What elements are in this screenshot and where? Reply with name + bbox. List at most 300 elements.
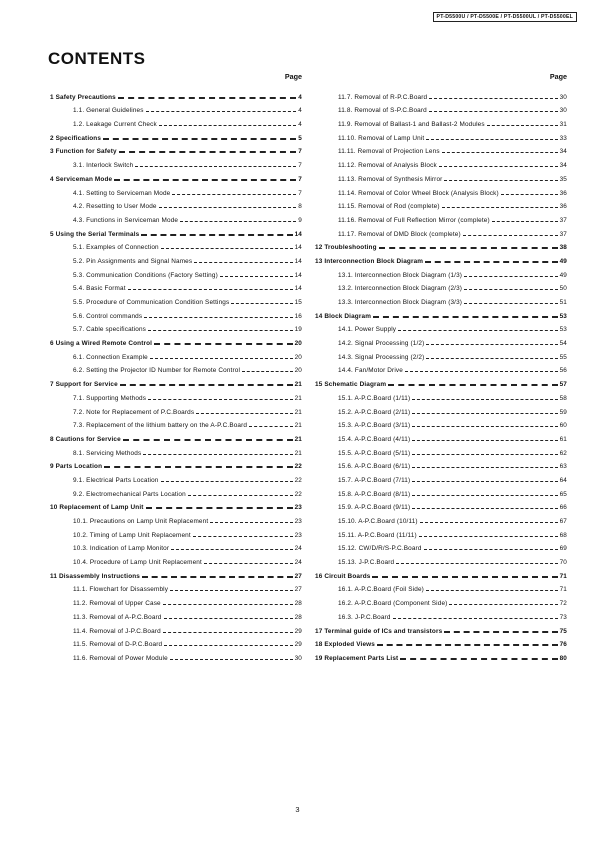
dot-leader	[442, 152, 558, 153]
toc-entry-label: 15.11. A-P.C.Board (11/11)	[338, 531, 417, 539]
toc-entry-label: 19 Replacement Parts List	[315, 654, 399, 662]
toc-section-entry	[315, 238, 567, 252]
toc-entry-page: 71	[559, 572, 567, 580]
toc-subsection-entry	[50, 210, 302, 224]
toc-entry-label: 7.3. Replacement of the lithium battery on the A-P.C.Board	[73, 422, 248, 430]
dot-leader	[412, 454, 557, 455]
dot-leader	[429, 111, 558, 112]
dot-leader	[426, 590, 558, 591]
dot-leader	[412, 399, 557, 400]
toc-entry-label: 5.7. Cable specifications	[73, 326, 147, 334]
dot-leader	[439, 166, 558, 167]
toc-subsection-entry	[50, 306, 302, 320]
toc-subsection-entry	[315, 279, 567, 293]
dot-leader	[379, 247, 558, 249]
toc-entry-label: 13.1. Interconnection Block Diagram (1/3)	[338, 271, 463, 279]
dot-leader	[419, 536, 558, 537]
toc-subsection-entry	[315, 224, 567, 238]
toc-subsection-entry	[315, 361, 567, 375]
dot-leader	[143, 454, 292, 455]
toc-entry-page: 49	[559, 257, 567, 265]
dot-leader	[146, 507, 293, 509]
toc-entry-label: 7 Support for Service	[50, 381, 118, 389]
toc-subsection-entry	[50, 402, 302, 416]
toc-entry-label: 15.2. A-P.C.Board (2/11)	[338, 408, 411, 416]
toc-subsection-entry	[315, 593, 567, 607]
dot-leader	[114, 179, 296, 181]
toc-entry-page: 75	[559, 627, 567, 635]
toc-entry-label: 6.1. Connection Example	[73, 353, 148, 361]
toc-entry-label: 13.3. Interconnection Block Diagram (3/3)	[338, 299, 463, 306]
toc-entry-page: 36	[559, 203, 567, 211]
toc-entry-page: 21	[294, 422, 302, 430]
toc-entry-label: 13 Interconnection Block Diagram	[315, 257, 424, 265]
toc-entry-page: 21	[294, 449, 302, 457]
toc-section-entry	[315, 251, 567, 265]
toc-subsection-entry	[50, 292, 302, 306]
toc-entry-label: 3.1. Interlock Switch	[73, 162, 134, 170]
toc-subsection-entry	[315, 539, 567, 553]
toc-subsection-entry	[315, 333, 567, 347]
toc-subsection-entry	[50, 361, 302, 375]
toc-subsection-entry	[315, 320, 567, 334]
toc-entry-label: 4.3. Functions in Serviceman Mode	[73, 216, 179, 224]
toc-entry-page: 31	[559, 121, 567, 129]
toc-entry-page: 15	[294, 299, 302, 306]
toc-section-entry	[315, 635, 567, 649]
toc-entry-page: 21	[294, 435, 302, 443]
toc-entry-page: 7	[298, 148, 302, 156]
dot-leader	[400, 658, 557, 660]
toc-entry-label: 15.1. A-P.C.Board (1/11)	[338, 394, 411, 402]
dot-leader	[164, 645, 292, 646]
toc-subsection-entry	[315, 457, 567, 471]
toc-entry-page: 8	[298, 203, 302, 211]
toc-entry-label: 11.17. Removal of DMD Block (complete)	[338, 230, 461, 238]
dot-leader	[172, 194, 296, 195]
dot-leader	[405, 371, 558, 372]
dot-leader	[242, 371, 293, 372]
toc-section-entry	[315, 648, 567, 662]
toc-entry-page: 36	[559, 189, 567, 197]
toc-entry-page: 63	[559, 463, 567, 471]
toc-subsection-entry	[50, 183, 302, 197]
toc-entry-label: 15 Schematic Diagram	[315, 381, 387, 389]
toc-list	[50, 87, 302, 662]
dot-leader	[142, 576, 293, 578]
toc-entry-label: 7.1. Supporting Methods	[73, 394, 147, 402]
dot-leader	[170, 590, 292, 591]
toc-entry-page: 22	[294, 476, 302, 484]
toc-entry-label: 11.4. Removal of J-P.C.Board	[73, 627, 161, 635]
toc-section-entry	[50, 224, 302, 238]
toc-entry-label: 15.13. J-P.C.Board	[338, 559, 395, 567]
toc-entry-label: 15.4. A-P.C.Board (4/11)	[338, 435, 411, 443]
toc-entry-label: 11.11. Removal of Projection Lens	[338, 148, 440, 156]
toc-section-entry	[315, 374, 567, 388]
toc-entry-page: 23	[294, 518, 302, 525]
toc-entry-label: 11.7. Removal of R-P.C.Board	[338, 93, 428, 101]
dot-leader	[388, 384, 557, 386]
toc-entry-label: 14.3. Signal Processing (2/2)	[338, 353, 425, 361]
toc-subsection-entry	[50, 648, 302, 662]
toc-entry-page: 56	[559, 367, 567, 375]
dot-leader	[196, 413, 292, 414]
dot-leader	[426, 358, 557, 359]
toc-entry-page: 57	[559, 381, 567, 389]
toc-entry-label: 14 Block Diagram	[315, 312, 372, 320]
dot-leader	[188, 495, 293, 496]
toc-entry-label: 16.1. A-P.C.Board (Foil Side)	[338, 586, 424, 594]
toc-subsection-entry	[315, 210, 567, 224]
toc-entry-page: 62	[559, 449, 567, 457]
toc-subsection-entry	[50, 347, 302, 361]
dot-leader	[425, 261, 557, 263]
toc-subsection-entry	[315, 128, 567, 142]
page-column-header: Page	[284, 72, 302, 81]
toc-entry-page: 24	[294, 559, 302, 567]
dot-leader	[164, 618, 293, 619]
toc-entry-label: 11.9. Removal of Ballast-1 and Ballast-2 Modules	[338, 121, 485, 129]
toc-entry-page: 37	[559, 230, 567, 238]
toc-entry-page: 20	[294, 353, 302, 361]
dot-leader	[141, 234, 292, 236]
toc-section-entry	[315, 621, 567, 635]
toc-entry-page: 33	[559, 134, 567, 142]
toc-entry-label: 15.7. A-P.C.Board (7/11)	[338, 476, 411, 484]
toc-subsection-entry	[50, 539, 302, 553]
toc-entry-page: 64	[559, 476, 567, 484]
dot-leader	[148, 330, 293, 331]
dot-leader	[194, 262, 292, 263]
toc-entry-label: 15.3. A-P.C.Board (3/11)	[338, 422, 411, 430]
toc-entry-label: 11.16. Removal of Full Reflection Mirror (complete)	[338, 216, 490, 224]
toc-entry-page: 35	[559, 175, 567, 183]
toc-entry-page: 55	[559, 353, 567, 361]
toc-entry-label: 11.12. Removal of Analysis Block	[338, 162, 437, 170]
toc-entry-page: 30	[559, 93, 567, 101]
toc-entry-page: 21	[294, 381, 302, 389]
toc-entry-page: 24	[294, 545, 302, 553]
toc-subsection-entry	[315, 183, 567, 197]
dot-leader	[396, 563, 557, 564]
toc-subsection-entry	[315, 498, 567, 512]
dot-leader	[119, 151, 297, 153]
toc-entry-label: 4.2. Resetting to User Mode	[73, 203, 157, 211]
dot-leader	[424, 549, 558, 550]
toc-subsection-entry	[50, 101, 302, 115]
dot-leader	[426, 344, 557, 345]
toc-entry-page: 34	[559, 148, 567, 156]
toc-subsection-entry	[50, 197, 302, 211]
toc-entry-page: 5	[298, 134, 302, 142]
dot-leader	[163, 632, 293, 633]
toc-entry-page: 54	[559, 340, 567, 348]
toc-entry-label: 10 Replacement of Lamp Unit	[50, 504, 144, 512]
toc-subsection-entry	[315, 443, 567, 457]
dot-leader	[426, 139, 557, 140]
dot-leader	[442, 207, 558, 208]
toc-entry-label: 8 Cautions for Service	[50, 435, 121, 443]
toc-entry-label: 9.2. Electromechanical Parts Location	[73, 490, 186, 498]
toc-section-entry	[50, 87, 302, 101]
dot-leader	[412, 440, 557, 441]
toc-entry-label: 10.1. Precautions on Lamp Unit Replacement	[73, 518, 209, 525]
dot-leader	[148, 399, 292, 400]
toc-subsection-entry	[50, 511, 302, 525]
toc-entry-page: 22	[294, 463, 302, 471]
toc-subsection-entry	[315, 388, 567, 402]
toc-subsection-entry	[315, 155, 567, 169]
dot-leader	[249, 426, 292, 427]
toc-entry-page: 14	[294, 244, 302, 252]
toc-subsection-entry	[315, 87, 567, 101]
toc-entry-label: 15.5. A-P.C.Board (5/11)	[338, 449, 411, 457]
toc-entry-label: 15.6. A-P.C.Board (6/11)	[338, 463, 411, 471]
toc-entry-label: 1.2. Leakage Current Check	[73, 121, 157, 129]
toc-entry-label: 11.15. Removal of Rod (complete)	[338, 203, 440, 211]
dot-leader	[449, 604, 557, 605]
toc-section-entry	[50, 498, 302, 512]
toc-entry-label: 10.4. Procedure of Lamp Unit Replacement	[73, 559, 202, 567]
toc-entry-page: 9	[298, 216, 302, 224]
dot-leader	[444, 180, 557, 181]
toc-subsection-entry	[50, 155, 302, 169]
toc-entry-page: 67	[559, 518, 567, 525]
toc-entry-page: 14	[294, 230, 302, 238]
toc-entry-page: 14	[294, 271, 302, 279]
toc-entry-label: 9 Parts Location	[50, 463, 103, 471]
toc-entry-page: 20	[294, 367, 302, 375]
toc-entry-page: 14	[294, 285, 302, 293]
toc-entry-label: 17 Terminal guide of ICs and transistors	[315, 627, 443, 635]
toc-entry-page: 28	[294, 613, 302, 621]
dot-leader	[412, 426, 557, 427]
toc-entry-label: 5.5. Procedure of Communication Condition Settings	[73, 299, 230, 306]
toc-entry-page: 61	[559, 435, 567, 443]
toc-entry-page: 27	[294, 572, 302, 580]
dot-leader	[464, 289, 557, 290]
dot-leader	[159, 125, 296, 126]
toc-entry-page: 23	[294, 504, 302, 512]
dot-leader	[412, 495, 557, 496]
toc-subsection-entry	[50, 238, 302, 252]
toc-subsection-entry	[315, 470, 567, 484]
dot-leader	[128, 289, 293, 290]
toc-entry-label: 10.2. Timing of Lamp Unit Replacement	[73, 531, 191, 539]
dot-leader	[104, 466, 292, 468]
toc-entry-label: 7.2. Note for Replacement of P.C.Boards	[73, 408, 195, 416]
toc-subsection-entry	[50, 470, 302, 484]
dot-leader	[463, 235, 558, 236]
toc-entry-label: 10.3. Indication of Lamp Monitor	[73, 545, 170, 553]
toc-entry-page: 69	[559, 545, 567, 553]
toc-entry-label: 11.8. Removal of S-P.C.Board	[338, 107, 427, 115]
dot-leader	[377, 644, 558, 646]
toc-entry-label: 11.10. Removal of Lamp Unit	[338, 134, 425, 142]
toc-entry-label: 11 Disassembly Instructions	[50, 572, 141, 580]
toc-entry-page: 70	[559, 559, 567, 567]
toc-entry-page: 50	[559, 285, 567, 293]
toc-entry-page: 66	[559, 504, 567, 512]
toc-section-entry	[50, 374, 302, 388]
toc-entry-page: 22	[294, 490, 302, 498]
toc-subsection-entry	[50, 443, 302, 457]
toc-subsection-entry	[315, 142, 567, 156]
dot-leader	[161, 481, 293, 482]
toc-entry-page: 29	[294, 627, 302, 635]
toc-entry-label: 6 Using a Wired Remote Control	[50, 340, 153, 348]
dot-leader	[135, 166, 296, 167]
toc-entry-label: 3 Function for Safety	[50, 148, 117, 156]
dot-leader	[193, 536, 293, 537]
toc-entry-page: 16	[294, 312, 302, 320]
toc-entry-page: 30	[559, 107, 567, 115]
dot-leader	[412, 467, 557, 468]
toc-entry-page: 23	[294, 531, 302, 539]
toc-section-entry	[50, 429, 302, 443]
dot-leader	[146, 111, 297, 112]
toc-column-right	[315, 72, 567, 662]
toc-entry-label: 11.2. Removal of Upper Case	[73, 600, 161, 608]
dot-leader	[163, 604, 293, 605]
toc-entry-page: 14	[294, 257, 302, 265]
toc-entry-label: 18 Exploded Views	[315, 641, 375, 649]
toc-entry-label: 5.1. Examples of Connection	[73, 244, 159, 252]
toc-entry-page: 27	[294, 586, 302, 594]
toc-entry-label: 5 Using the Serial Terminals	[50, 230, 140, 238]
toc-entry-label: 4 Serviceman Mode	[50, 175, 113, 183]
toc-entry-label: 16.3. J-P.C.Board	[338, 613, 391, 621]
toc-subsection-entry	[315, 402, 567, 416]
toc-entry-label: 2 Specifications	[50, 134, 102, 142]
dot-leader	[231, 303, 292, 304]
dot-leader	[464, 276, 557, 277]
toc-entry-label: 15.10. A-P.C.Board (10/11)	[338, 518, 418, 525]
toc-section-entry	[50, 128, 302, 142]
toc-section-entry	[50, 169, 302, 183]
toc-subsection-entry	[50, 484, 302, 498]
toc-subsection-entry	[50, 607, 302, 621]
toc-entry-page: 30	[294, 654, 302, 662]
toc-entry-label: 6.2. Setting the Projector ID Number for Remote Control	[73, 367, 241, 375]
toc-entry-label: 11.3. Removal of A-P.C.Board	[73, 613, 162, 621]
toc-entry-page: 68	[559, 531, 567, 539]
toc-column-left	[50, 72, 302, 662]
toc-entry-page: 51	[559, 299, 567, 306]
toc-section-entry	[315, 566, 567, 580]
dot-leader	[444, 631, 557, 633]
toc-section-entry	[315, 306, 567, 320]
toc-entry-label: 13.2. Interconnection Block Diagram (2/3)	[338, 285, 463, 293]
toc-subsection-entry	[50, 416, 302, 430]
toc-entry-label: 15.9. A-P.C.Board (9/11)	[338, 504, 411, 512]
dot-leader	[464, 303, 557, 304]
toc-entry-page: 20	[294, 340, 302, 348]
dot-leader	[161, 248, 293, 249]
dot-leader	[372, 576, 557, 578]
dot-leader	[412, 413, 557, 414]
dot-leader	[420, 522, 558, 523]
toc-entry-page: 21	[294, 408, 302, 416]
toc-entry-page: 49	[559, 271, 567, 279]
toc-subsection-entry	[315, 347, 567, 361]
dot-leader	[204, 563, 293, 564]
page-number: 3	[295, 805, 300, 814]
dot-leader	[487, 125, 558, 126]
toc-entry-label: 12 Troubleshooting	[315, 244, 377, 252]
dot-leader	[154, 343, 292, 345]
dot-leader	[373, 316, 558, 318]
toc-entry-label: 1 Safety Precautions	[50, 93, 116, 101]
dot-leader	[429, 98, 557, 99]
toc-entry-label: 8.1. Servicing Methods	[73, 449, 142, 457]
toc-entry-label: 16 Circuit Boards	[315, 572, 371, 580]
dot-leader	[123, 439, 293, 441]
toc-subsection-entry	[50, 388, 302, 402]
toc-entry-label: 11.13. Removal of Synthesis Mirror	[338, 175, 443, 183]
toc-subsection-entry	[50, 320, 302, 334]
toc-subsection-entry	[315, 416, 567, 430]
toc-entry-label: 5.6. Control commands	[73, 312, 143, 320]
toc-subsection-entry	[50, 265, 302, 279]
toc-entry-page: 53	[559, 312, 567, 320]
toc-subsection-entry	[50, 621, 302, 635]
toc-section-entry	[50, 457, 302, 471]
dot-leader	[120, 384, 293, 386]
toc-entry-label: 14.4. Fan/Motor Drive	[338, 367, 403, 375]
toc-entry-label: 11.6. Removal of Power Module	[73, 654, 168, 662]
toc-subsection-entry	[315, 484, 567, 498]
toc-entry-page: 34	[559, 162, 567, 170]
toc-entry-page: 7	[298, 175, 302, 183]
toc-subsection-entry	[315, 552, 567, 566]
toc-entry-page: 71	[559, 586, 567, 594]
dot-leader	[159, 207, 297, 208]
toc-entry-page: 58	[559, 394, 567, 402]
toc-entry-label: 1.1. General Guidelines	[73, 107, 144, 115]
toc-subsection-entry	[50, 635, 302, 649]
toc-entry-label: 15.8. A-P.C.Board (8/11)	[338, 490, 411, 498]
toc-entry-page: 7	[298, 162, 302, 170]
toc-subsection-entry	[315, 265, 567, 279]
toc-entry-page: 80	[559, 654, 567, 662]
toc-section-entry	[50, 566, 302, 580]
toc-subsection-entry	[315, 607, 567, 621]
toc-entry-page: 37	[559, 216, 567, 224]
toc-subsection-entry	[315, 101, 567, 115]
dot-leader	[144, 317, 292, 318]
toc-subsection-entry	[50, 279, 302, 293]
toc-entry-label: 4.1. Setting to Serviceman Mode	[73, 189, 171, 197]
toc-subsection-entry	[50, 114, 302, 128]
toc-subsection-entry	[315, 292, 567, 306]
toc-entry-page: 29	[294, 641, 302, 649]
toc-subsection-entry	[50, 593, 302, 607]
toc-subsection-entry	[50, 580, 302, 594]
dot-leader	[412, 481, 557, 482]
dot-leader	[180, 221, 296, 222]
toc-subsection-entry	[50, 552, 302, 566]
dot-leader	[393, 618, 558, 619]
dot-leader	[412, 508, 557, 509]
page-title: CONTENTS	[48, 49, 146, 68]
toc-subsection-entry	[315, 525, 567, 539]
toc-subsection-entry	[315, 197, 567, 211]
toc-entry-page: 7	[298, 189, 302, 197]
toc-section-entry	[50, 333, 302, 347]
page-column-header: Page	[549, 72, 567, 81]
